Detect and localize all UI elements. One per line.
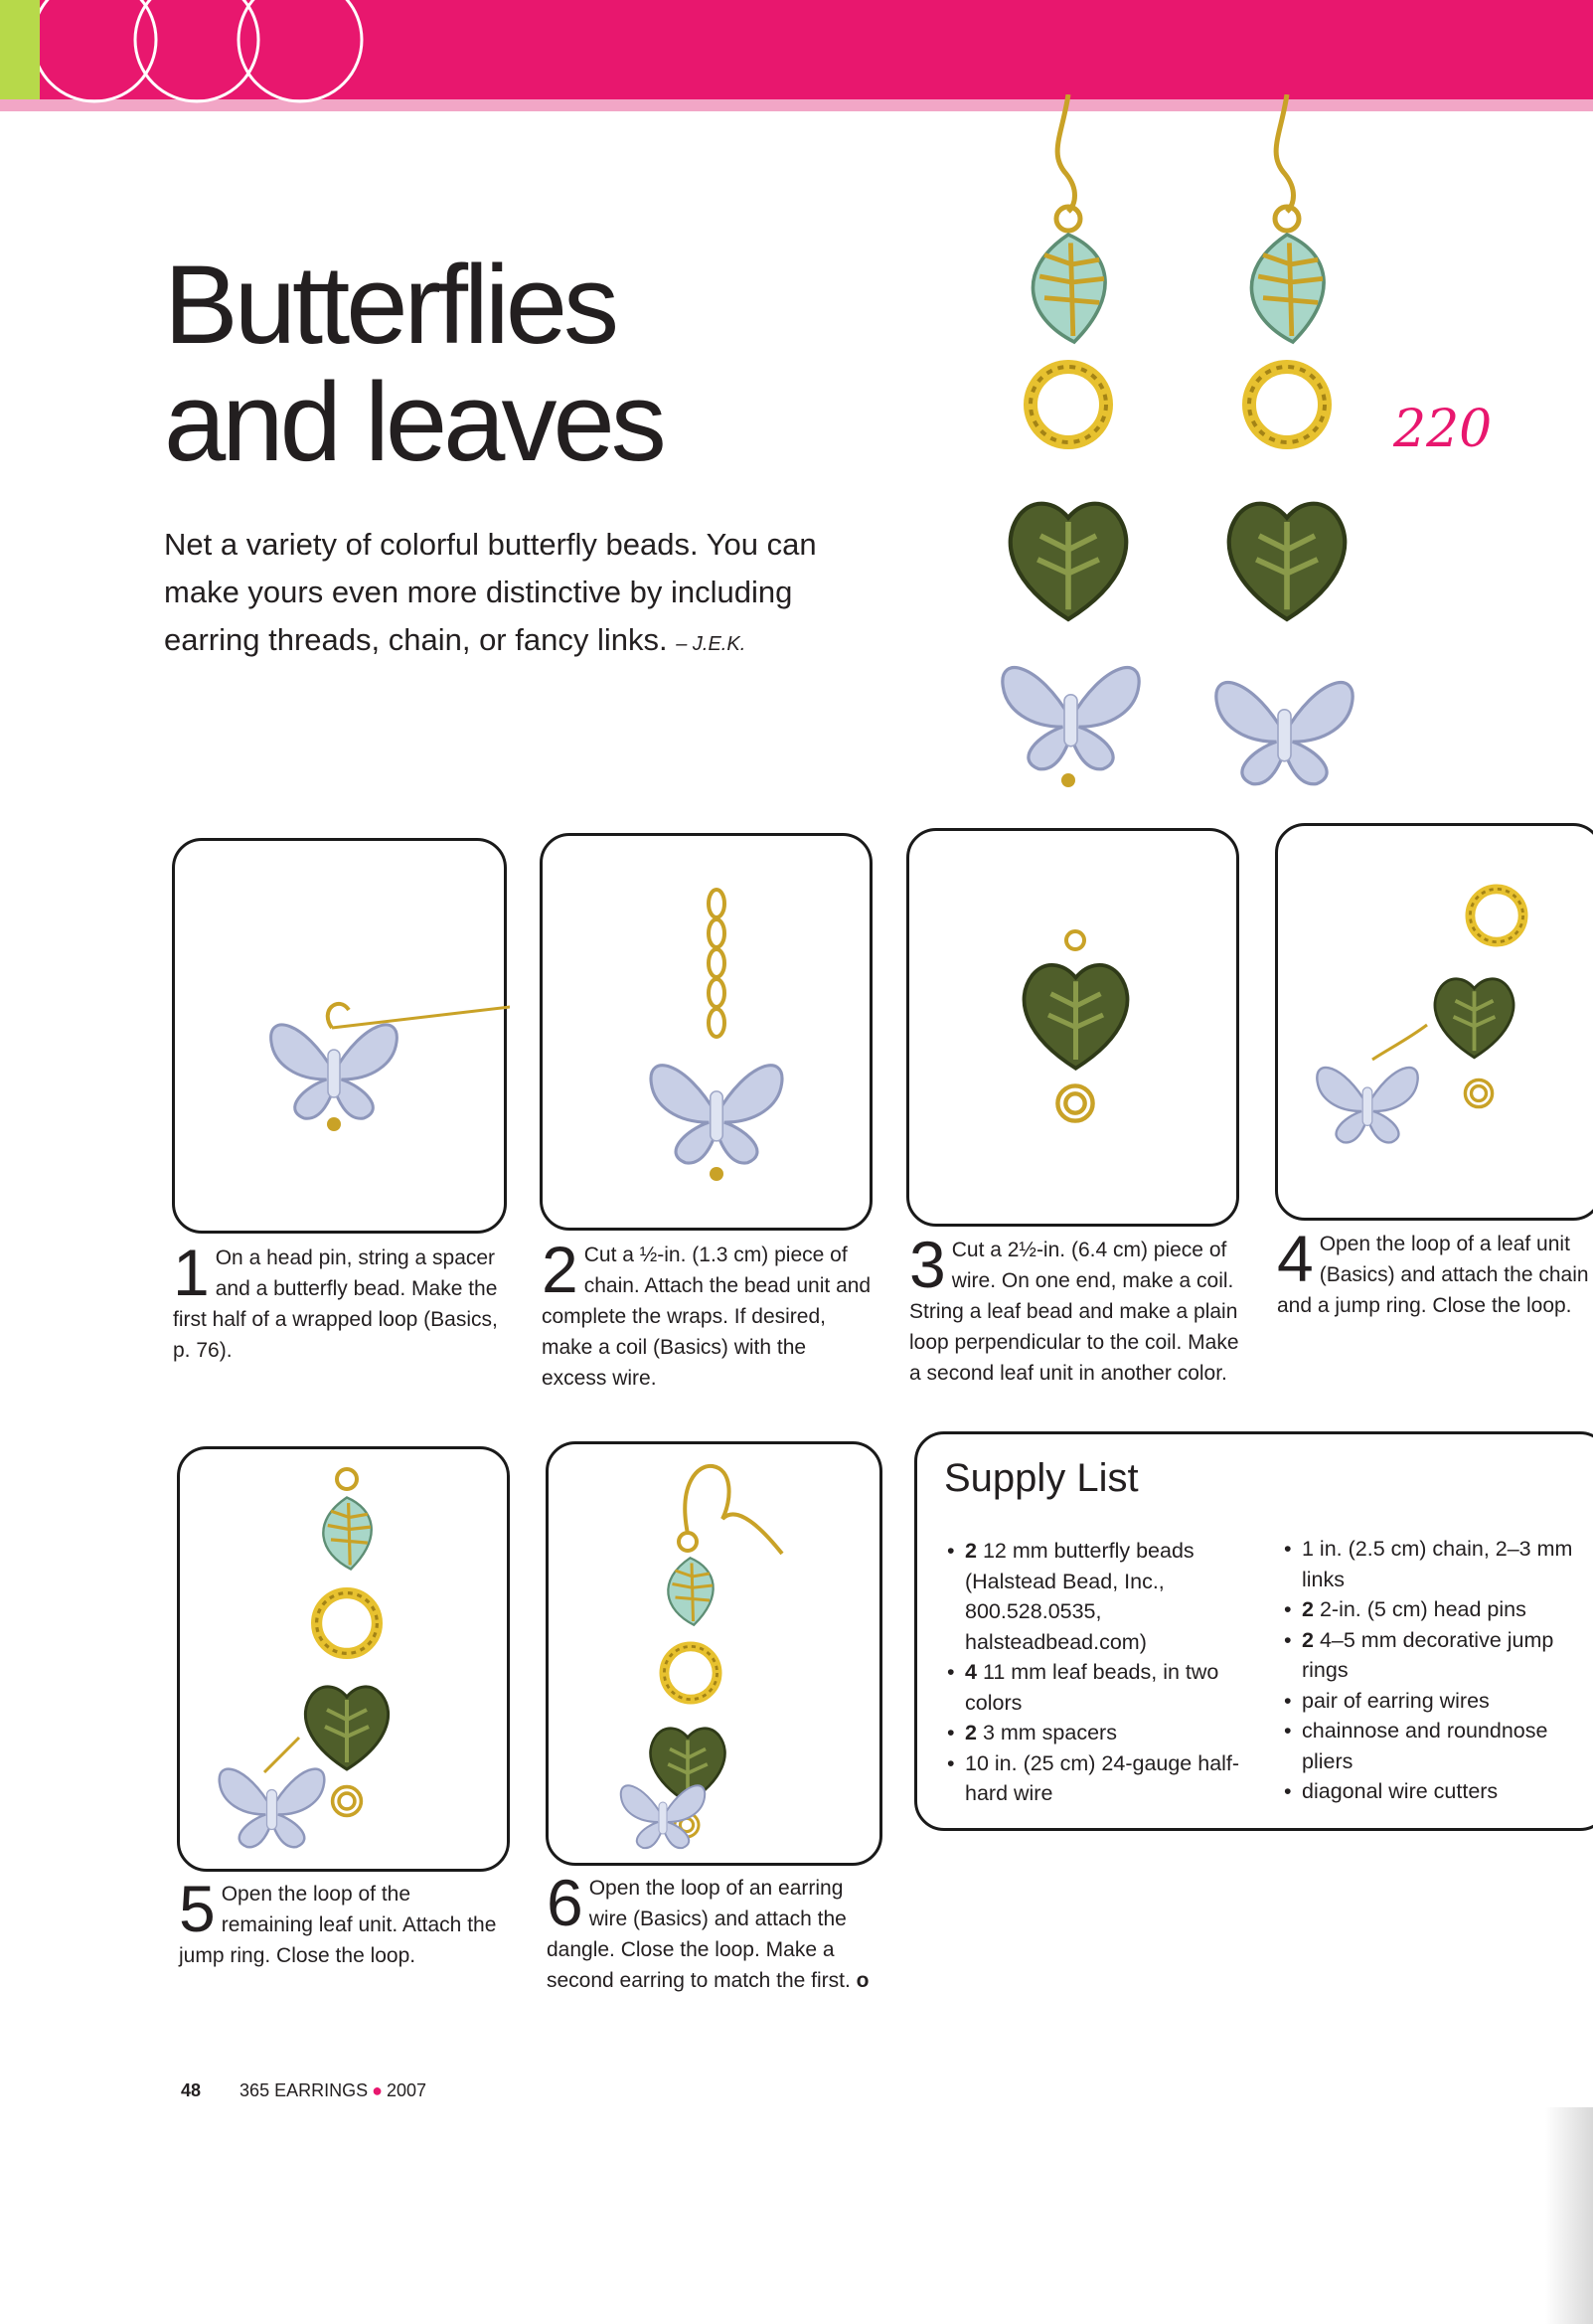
step-1-photo <box>172 838 507 1234</box>
decorative-circles <box>40 0 398 111</box>
step-5 <box>179 1872 507 1971</box>
title-line-1: Butterflies <box>164 243 615 367</box>
step-6-number: 6 <box>547 1866 583 1939</box>
title-line-2: and leaves <box>164 360 663 484</box>
supply-item: • 2 2-in. (5 cm) head pins <box>1282 1594 1590 1625</box>
supply-list-col-1 <box>945 1536 1243 1809</box>
step-2 <box>542 1233 875 1394</box>
leaf-unit-assembly-illustration <box>180 1449 513 1875</box>
supply-list-title: Supply List <box>944 1456 1139 1500</box>
page-footer <box>181 2080 426 2101</box>
step-2-number: 2 <box>542 1233 578 1306</box>
butterfly-chain-illustration <box>543 836 876 1234</box>
step-3-number: 3 <box>909 1228 946 1301</box>
step-1-text: On a head pin, string a spacer and a butterfly bead. Make the first half of a wrapped loop (Basics, p. 76). <box>173 1246 498 1362</box>
supply-item: • diagonal wire cutters <box>1282 1776 1590 1807</box>
step-2-text: Cut a ½-in. (1.3 cm) piece of chain. Attach the bead unit and complete the wraps. If desired, make a coil (Basics) with the excess wire. <box>542 1244 872 1390</box>
hero-earrings-image <box>979 94 1436 810</box>
publication-name: 365 EARRINGS <box>239 2080 369 2100</box>
page-edge-shadow <box>1545 2107 1593 2324</box>
finished-earring-illustration <box>549 1444 885 1869</box>
supply-item: • 2 3 mm spacers <box>945 1718 1243 1748</box>
step-6 <box>547 1866 879 1996</box>
step-4 <box>1277 1222 1593 1321</box>
step-2-photo <box>540 833 873 1231</box>
end-mark: o <box>856 1969 870 1992</box>
leaf-coil-illustration <box>909 831 1242 1230</box>
supply-item: • 2 4–5 mm decorative jump rings <box>1282 1625 1590 1686</box>
intro-text: Net a variety of colorful butterfly beads. You can make yours even more distinctive by including earring threads, chain, or fancy links. <box>164 527 817 657</box>
right-earring <box>1216 94 1353 784</box>
step-1-number: 1 <box>173 1236 210 1309</box>
step-4-photo <box>1275 823 1593 1221</box>
handwritten-number: 220 <box>1393 400 1493 459</box>
supply-list-col-2 <box>1282 1534 1590 1807</box>
supply-item: • 1 in. (2.5 cm) chain, 2–3 mm links <box>1282 1534 1590 1594</box>
step-4-text: Open the loop of a leaf unit (Basics) and attach the chain and a jump ring. Close the loop. <box>1277 1233 1589 1317</box>
publication-year: 2007 <box>386 2080 427 2100</box>
step-6-photo <box>546 1441 882 1866</box>
byline: – J.E.K. <box>676 633 746 655</box>
step-5-photo <box>177 1446 510 1872</box>
leaf-chain-butterfly-illustration <box>1278 826 1593 1224</box>
butterfly-headpin-illustration <box>175 841 510 1237</box>
supply-list-box <box>914 1431 1593 1831</box>
step-3 <box>909 1228 1247 1389</box>
step-4-number: 4 <box>1277 1222 1314 1295</box>
step-6-text: Open the loop of an earring wire (Basics) and attach the dangle. Close the loop. Make a second earring to match the first. <box>547 1877 851 1992</box>
page-number: 48 <box>181 2080 202 2100</box>
supply-item: • 4 11 mm leaf beads, in two colors <box>945 1657 1243 1718</box>
step-1 <box>173 1236 501 1366</box>
step-5-text: Open the loop of the remaining leaf unit. Attach the jump ring. Close the loop. <box>179 1883 497 1967</box>
step-3-photo <box>906 828 1239 1227</box>
left-earring <box>1003 94 1139 787</box>
step-3-text: Cut a 2½-in. (6.4 cm) piece of wire. On one end, make a coil. String a leaf bead and make a plain loop perpendicular to the coil. Make a second leaf unit in another color. <box>909 1239 1239 1385</box>
header-green-tab <box>0 0 40 111</box>
supply-item: • pair of earring wires <box>1282 1686 1590 1717</box>
step-5-number: 5 <box>179 1872 216 1945</box>
footer-dot: ● <box>372 2080 383 2100</box>
supply-item: • 10 in. (25 cm) 24-gauge half-hard wire <box>945 1748 1243 1809</box>
intro-paragraph <box>164 521 840 668</box>
supply-item: • chainnose and roundnose pliers <box>1282 1716 1590 1776</box>
page-title <box>164 243 663 484</box>
supply-item: • 2 12 mm butterfly beads (Halstead Bead, Inc., 800.528.0535, halsteadbead.com) <box>945 1536 1243 1657</box>
